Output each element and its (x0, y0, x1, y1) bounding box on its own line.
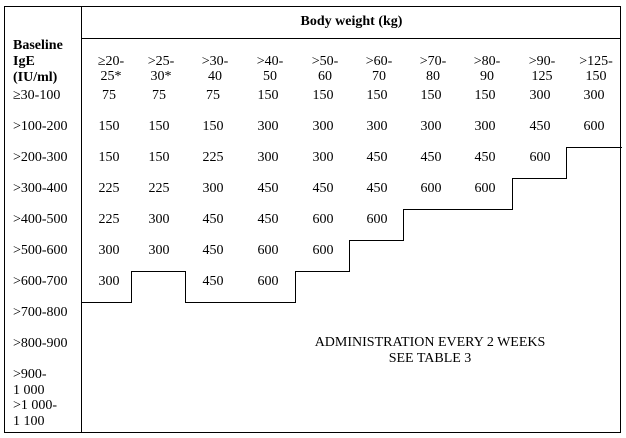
column-header-line: 60 (318, 69, 332, 84)
dose-cell: 300 (98, 243, 120, 258)
dose-cell: 150 (420, 88, 442, 103)
row-label-line: >500-600 (13, 243, 68, 258)
administration-note (238, 335, 622, 367)
dose-cell: 300 (420, 119, 442, 134)
dose-cell: 600 (257, 243, 279, 258)
column-header (188, 54, 242, 84)
column-header-line: >80- (473, 54, 501, 69)
dose-cell: 450 (312, 181, 334, 196)
row-header-line: Baseline (13, 38, 63, 53)
column-header-line: >70- (419, 54, 447, 69)
dose-cell: 450 (257, 181, 279, 196)
row-label (13, 305, 68, 321)
note-line: ADMINISTRATION EVERY 2 WEEKS (314, 335, 546, 350)
row-label (13, 336, 68, 352)
dose-cell: 150 (148, 119, 170, 134)
dose-cell: 150 (98, 119, 120, 134)
row-label-line: >700-800 (13, 305, 68, 320)
row-label (13, 212, 68, 228)
dose-boundary-line (566, 147, 567, 178)
row-label-line: ≥30-100 (13, 88, 61, 103)
row-header-line: IgE (13, 54, 35, 69)
dose-boundary-line (512, 178, 567, 179)
column-header-line: 125 (531, 69, 553, 84)
row-label (13, 274, 68, 290)
dose-cell: 450 (257, 212, 279, 227)
dose-boundary-line (566, 147, 622, 148)
dose-boundary-line (185, 271, 186, 302)
column-header-line: 50 (263, 69, 277, 84)
column-header-line: 40 (208, 69, 222, 84)
column-header (460, 54, 514, 84)
dose-cell: 300 (148, 212, 170, 227)
dose-cell: 225 (98, 212, 120, 227)
dose-cell: 450 (202, 243, 224, 258)
row-label (13, 88, 60, 104)
column-header (84, 54, 138, 84)
dose-boundary-line (131, 271, 186, 272)
dose-cell: 450 (366, 181, 388, 196)
column-header-line: >90- (528, 54, 556, 69)
dose-boundary-line (295, 271, 296, 302)
table-title: Body weight (kg) (300, 14, 403, 29)
dose-cell: 600 (474, 181, 496, 196)
note-line: SEE TABLE 3 (388, 351, 472, 366)
dose-cell: 300 (312, 150, 334, 165)
row-label-line: >900- (13, 367, 47, 382)
column-header-line: 90 (480, 69, 494, 84)
dose-cell: 300 (474, 119, 496, 134)
dose-boundary-line (512, 178, 513, 209)
dose-cell: 150 (366, 88, 388, 103)
dose-cell: 75 (102, 88, 116, 103)
column-header (515, 54, 569, 84)
dose-cell: 150 (98, 150, 120, 165)
column-header-line: >60- (365, 54, 393, 69)
dose-cell: 300 (366, 119, 388, 134)
dose-cell: 300 (148, 243, 170, 258)
dose-cell: 300 (98, 274, 120, 289)
dose-cell: 300 (257, 150, 279, 165)
dose-cell: 225 (148, 181, 170, 196)
column-header (352, 54, 406, 84)
dose-cell: 450 (474, 150, 496, 165)
row-label (13, 150, 68, 166)
column-header (406, 54, 460, 84)
dose-boundary-line (295, 271, 350, 272)
column-header-line: 25* (100, 69, 122, 84)
column-header-line: >40- (256, 54, 284, 69)
dose-boundary-line (185, 302, 296, 303)
dose-cell: 150 (312, 88, 334, 103)
dose-boundary-line (131, 271, 132, 302)
column-header-line: >125- (579, 54, 613, 69)
dose-boundary-line (403, 209, 404, 240)
row-label (13, 367, 47, 399)
dose-cell: 75 (152, 88, 166, 103)
row-header-line: (IU/ml) (13, 70, 58, 85)
column-header-line: >50- (311, 54, 339, 69)
column-header (569, 54, 623, 84)
dose-cell: 450 (202, 274, 224, 289)
row-label-line: >800-900 (13, 336, 68, 351)
dose-cell: 300 (529, 88, 551, 103)
row-label-line: >400-500 (13, 212, 68, 227)
dose-cell: 600 (257, 274, 279, 289)
dose-boundary-line (403, 209, 513, 210)
column-header-line: ≥20- (97, 54, 125, 69)
row-label-line: >1 000- (13, 398, 58, 413)
dose-cell: 450 (420, 150, 442, 165)
dose-cell: 150 (474, 88, 496, 103)
column-header-line: 70 (372, 69, 386, 84)
row-label-line: 1 000 (13, 383, 45, 398)
dose-cell: 450 (529, 119, 551, 134)
dose-cell: 600 (420, 181, 442, 196)
dose-cell: 150 (202, 119, 224, 134)
row-label (13, 243, 68, 259)
dose-boundary-line (349, 240, 404, 241)
row-label-line: >300-400 (13, 181, 68, 196)
dose-cell: 300 (312, 119, 334, 134)
column-header-line: 30* (150, 69, 172, 84)
column-header-line: >25- (147, 54, 175, 69)
dose-boundary-line (81, 302, 132, 303)
dose-boundary-line (349, 240, 350, 271)
dose-cell: 450 (202, 212, 224, 227)
row-label-line: >100-200 (13, 119, 68, 134)
dose-cell: 150 (148, 150, 170, 165)
dose-cell: 600 (583, 119, 605, 134)
dose-cell: 600 (312, 212, 334, 227)
row-label (13, 398, 57, 430)
row-label (13, 181, 68, 197)
dose-cell: 600 (529, 150, 551, 165)
dose-cell: 300 (257, 119, 279, 134)
column-header (243, 54, 297, 84)
dose-cell: 225 (202, 150, 224, 165)
row-header-title (13, 38, 63, 86)
row-label-line: >600-700 (13, 274, 68, 289)
dose-cell: 225 (98, 181, 120, 196)
dose-cell: 300 (583, 88, 605, 103)
dose-cell: 75 (206, 88, 220, 103)
row-label (13, 119, 68, 135)
row-label-line: 1 100 (13, 414, 45, 429)
column-header (298, 54, 352, 84)
dose-cell: 600 (312, 243, 334, 258)
column-header-line: >30- (201, 54, 229, 69)
column-header-line: 150 (585, 69, 607, 84)
dose-cell: 300 (202, 181, 224, 196)
dose-cell: 150 (257, 88, 279, 103)
column-header-line: 80 (426, 69, 440, 84)
column-header (134, 54, 188, 84)
dose-cell: 450 (366, 150, 388, 165)
row-label-line: >200-300 (13, 150, 68, 165)
title-divider (81, 38, 621, 39)
dose-cell: 600 (366, 212, 388, 227)
